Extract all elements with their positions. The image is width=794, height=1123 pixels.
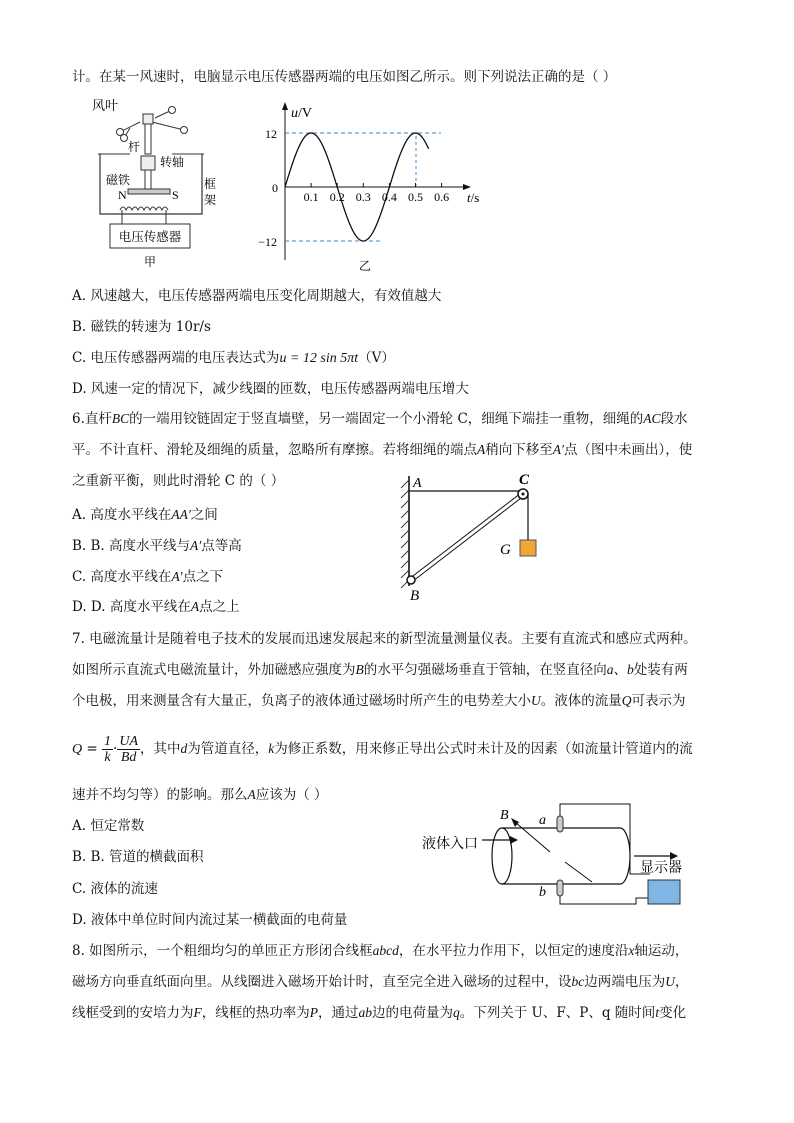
label-jia: 架	[204, 193, 217, 207]
question-5-stem-tail: 计。在某一风速时，电脑显示电压传感器两端的电压如图乙所示。则下列说法正确的是（ ）	[72, 69, 617, 85]
pipe-outlet-ellipse	[620, 828, 630, 884]
label-weight-g: G	[500, 542, 511, 558]
x-axis-label: t/s	[467, 190, 480, 205]
q7-option-b: B. B. 管道的横截面积	[72, 849, 204, 865]
figure-q6-rod-pulley	[395, 470, 555, 605]
x-tick-label: 0.5	[408, 190, 423, 204]
display-box	[648, 880, 680, 904]
weight-g	[520, 540, 536, 556]
label-n-pole: N	[118, 188, 127, 202]
q5-option-c: C. 电压传感器两端的电压表达式为u = 12 sin 5πt（V）	[72, 350, 395, 366]
x-tick-label: 0.1	[303, 190, 319, 204]
q6-stem-line-2: 平。不计直杆、滑轮及细绳的质量，忽略所有摩擦。若将细绳的端点A稍向下移至A′点（图中未画出），使	[72, 442, 693, 458]
label-point-b: B	[410, 588, 420, 604]
figure-yi-caption: 乙	[358, 259, 372, 273]
label-kuang: 框	[204, 177, 217, 191]
q8-stem-line-1: 8. 如图所示，一个粗细均匀的单匝正方形闭合线框abcd，在水平拉力作用下，以恒定的速度沿x轴运动，	[72, 943, 689, 959]
label-citie: 磁铁	[106, 173, 131, 187]
q6-stem-line-3: 之重新平衡，则此时滑轮 C 的（ ）	[72, 473, 285, 489]
q6-stem-line-1: 6.直杆BC的一端用铰链固定于竖直墙壁，另一端固定一个小滑轮 C，细绳下端挂一重物，细绳的AC段水	[72, 411, 688, 427]
q8-stem-line-3: 线框受到的安培力为F，线框的热功率为P，通过ab边的电荷量为q。下列关于 U、F、P、q 随时间t变化	[72, 1005, 687, 1021]
figure-yi-voltage-chart	[255, 98, 495, 273]
figure-q7-flowmeter	[420, 800, 720, 912]
electrode-a	[557, 816, 563, 832]
label-liquid-inlet: 液体入口	[422, 837, 478, 852]
formula-fraction-1-over-k: $\frac{1}{k}$	[104, 734, 112, 765]
q7-option-a: A. 恒定常数	[72, 818, 145, 834]
q8-stem-line-2: 磁场方向垂直纸面向里。从线圈进入磁场开始计时，直至完全进入磁场的过程中，设bc边两端电压为U，	[72, 974, 689, 990]
q6-option-c: C. 高度水平线在A′点之下	[72, 569, 224, 585]
q6-option-d: D. D. 高度水平线在A点之上	[72, 599, 240, 615]
origin-label: 0	[272, 181, 278, 195]
q7-stem-line-2: 如图所示直流式电磁流量计，外加磁感应强度为B的水平匀强磁场垂直于管轴，在竖直径向a、b处装有两	[72, 662, 688, 678]
q5-option-a: A. 风速越大，电压传感器两端电压变化周期越大，有效值越大	[72, 288, 442, 304]
q5-option-c-expression: u = 12 sin 5πt	[279, 351, 359, 366]
sensor-box-label: 电压传感器	[118, 230, 182, 244]
formula-fraction-ua-over-bd: $\frac{UA}{Bd}$	[119, 734, 138, 765]
label-electrode-a: a	[539, 813, 546, 828]
q7-option-d: D. 液体中单位时间内流过某一横截面的电荷量	[72, 912, 348, 928]
q6-option-a: A. 高度水平线在AA′之间	[72, 507, 218, 523]
figure-jia-wind-sensor	[80, 96, 220, 271]
q7-stem-line-1: 7. 电磁流量计是随着电子技术的发展而迅速发展起来的新型流量测量仪表。主要有直流式和感应式两种。	[72, 631, 697, 647]
hinge-b	[407, 576, 415, 584]
q7-stem-line-5: 速并不均匀等）的影响。那么A应该为（ ）	[72, 787, 328, 803]
figure-jia-caption: 甲	[143, 255, 157, 269]
q5-option-d: D. 风速一定的情况下，减少线圈的匝数，电压传感器两端电压增大	[72, 381, 469, 397]
label-fengye: 风叶	[92, 98, 119, 113]
y-tick-top: 12	[265, 127, 277, 141]
y-axis-label: u/V	[291, 106, 312, 121]
q7-option-c: C. 液体的流速	[72, 881, 158, 897]
y-tick-bottom: −12	[258, 235, 277, 249]
label-display: 显示器	[640, 861, 682, 876]
label-s-pole: S	[172, 188, 179, 202]
x-tick-label: 0.2	[329, 190, 345, 204]
label-point-a: A	[413, 476, 422, 491]
label-electrode-b: b	[539, 885, 546, 900]
label-gan: 杆	[128, 140, 141, 154]
label-point-c: C	[519, 472, 530, 488]
x-tick-label: 0.6	[434, 190, 450, 204]
q7-stem-line-3: 个电极，用来测量含有大量正，负离子的液体通过磁场时所产生的电势差大小U。液体的流量Q可表示为	[72, 693, 686, 709]
label-zhuanzhou: 转轴	[160, 155, 185, 169]
q6-option-b: B. B. 高度水平线与A′点等高	[72, 538, 242, 554]
x-tick-label: 0.3	[355, 190, 371, 204]
x-tick-label: 0.4	[381, 190, 397, 204]
q7-formula-line: Q = $\frac{1}{k}$ · $\frac{UA}{Bd}$ ，其中d为管道直径，k为修正系数，用来修正导出公式时未计及的因素（如流量计管道内的流	[72, 734, 693, 765]
label-b-field: B	[500, 808, 509, 823]
electrode-b	[557, 880, 563, 896]
q5-option-b: B. 磁铁的转速为 10r/s	[72, 319, 211, 335]
